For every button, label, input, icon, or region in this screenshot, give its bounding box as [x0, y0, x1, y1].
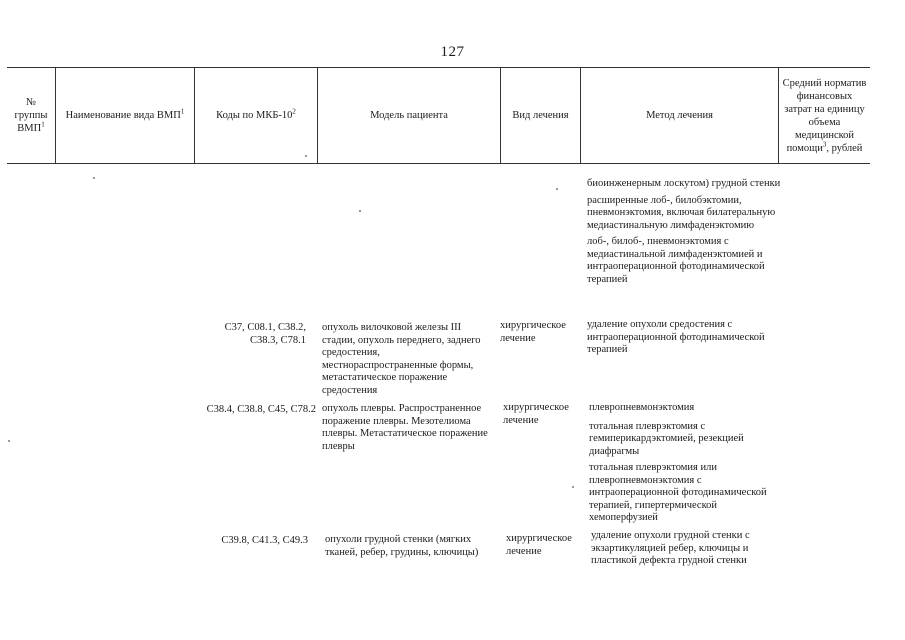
scan-speck	[93, 177, 95, 179]
scan-speck	[359, 210, 361, 212]
treatment-type-cell: хирургическое лечение	[506, 533, 572, 557]
treatment-method-text: расширенные лоб-, билобэктомии, пневмонэктомия, включая билатеральную медиастинальную лимфаденэктомию	[587, 194, 776, 231]
treatment-type-cell: хирургическое лечение	[500, 320, 566, 344]
header-cost-label: Средний норматив финансовых затрат на единицу объема медицинской помощи	[782, 77, 867, 154]
treatment-method-text: биоинженерным лоскутом) грудной стенки	[587, 178, 781, 189]
scan-speck	[305, 155, 307, 157]
scan-speck	[556, 188, 558, 190]
treatment-method-text: удаление опухоли грудной стенки с экзартикуляцией ребер, ключицы и пластикой дефекта грудной стенки	[591, 530, 750, 566]
header-vmp-name-label: Наименование вида ВМП	[65, 110, 181, 121]
header-cost-suffix: , рублей	[826, 142, 863, 154]
footnote-mark: 1	[180, 107, 185, 116]
header-icd-codes	[194, 68, 317, 163]
page-number: 127	[440, 44, 465, 60]
header-group-number-label: № группы ВМП	[14, 97, 48, 134]
scan-speck	[8, 440, 10, 442]
patient-model-cell: опухоль вилочковой железы III стадии, опухоль переднего, заднего средостения, местнораспространенные формы, метастатическое поражение средостения	[322, 322, 481, 396]
footnote-mark: 1	[41, 120, 45, 129]
header-vmp-name	[55, 68, 194, 163]
header-treatment-type	[500, 68, 580, 163]
scan-speck	[572, 486, 574, 488]
header-patient-model	[317, 68, 500, 163]
treatment-method-text: плевропневмонэктомия	[589, 402, 695, 413]
treatment-type-cell: хирургическое лечение	[503, 402, 569, 426]
header-icd-codes-label: Коды по МКБ-10	[216, 110, 293, 121]
patient-model-cell: опухоли грудной стенки (мягких тканей, ребер, грудины, ключицы)	[325, 534, 479, 558]
header-treatment-method	[580, 68, 778, 163]
header-patient-model-label: Модель пациента	[370, 110, 448, 121]
header-group-number	[7, 68, 55, 163]
treatment-method-text: тотальная плеврэктомия с гемиперикардэктомией, резекцией диафрагмы	[589, 420, 744, 457]
treatment-method-cell	[591, 530, 787, 572]
icd-codes-cell: C38.4, C38.8, C45, C78.2	[206, 404, 316, 415]
table-header	[7, 67, 870, 164]
treatment-method-text: лоб-, билоб-, пневмонэктомия с медиастинальной лимфаденэктомией и интраоперационной фотодинамической терапией	[587, 236, 765, 285]
icd-codes-cell: C39.8, C41.3, C49.3	[221, 535, 308, 546]
treatment-method-cell	[589, 402, 787, 529]
treatment-method-cell	[587, 319, 787, 361]
footnote-mark: 3	[822, 140, 827, 148]
patient-model-cell: опухоль плевры. Распространенное поражение плевры. Мезотелиома плевры. Метастатическое поражение плевры	[322, 403, 488, 452]
header-treatment-type-label: Вид лечения	[512, 110, 569, 121]
table-row-continuation-methods	[587, 178, 787, 290]
header-treatment-method-label: Метод лечения	[646, 110, 713, 121]
treatment-method-text: удаление опухоли средостения с интраоперационной фотодинамической терапией	[587, 319, 765, 355]
treatment-method-text: тотальная плеврэктомия или плевропневмонэктомия с интраоперационной фотодинамической терапией, гипертермической хемоперфузией	[589, 462, 767, 523]
footnote-mark: 2	[292, 107, 296, 116]
icd-codes-cell: C37, C08.1, C38.2, C38.3, C78.1	[224, 322, 306, 346]
header-cost	[778, 68, 870, 163]
